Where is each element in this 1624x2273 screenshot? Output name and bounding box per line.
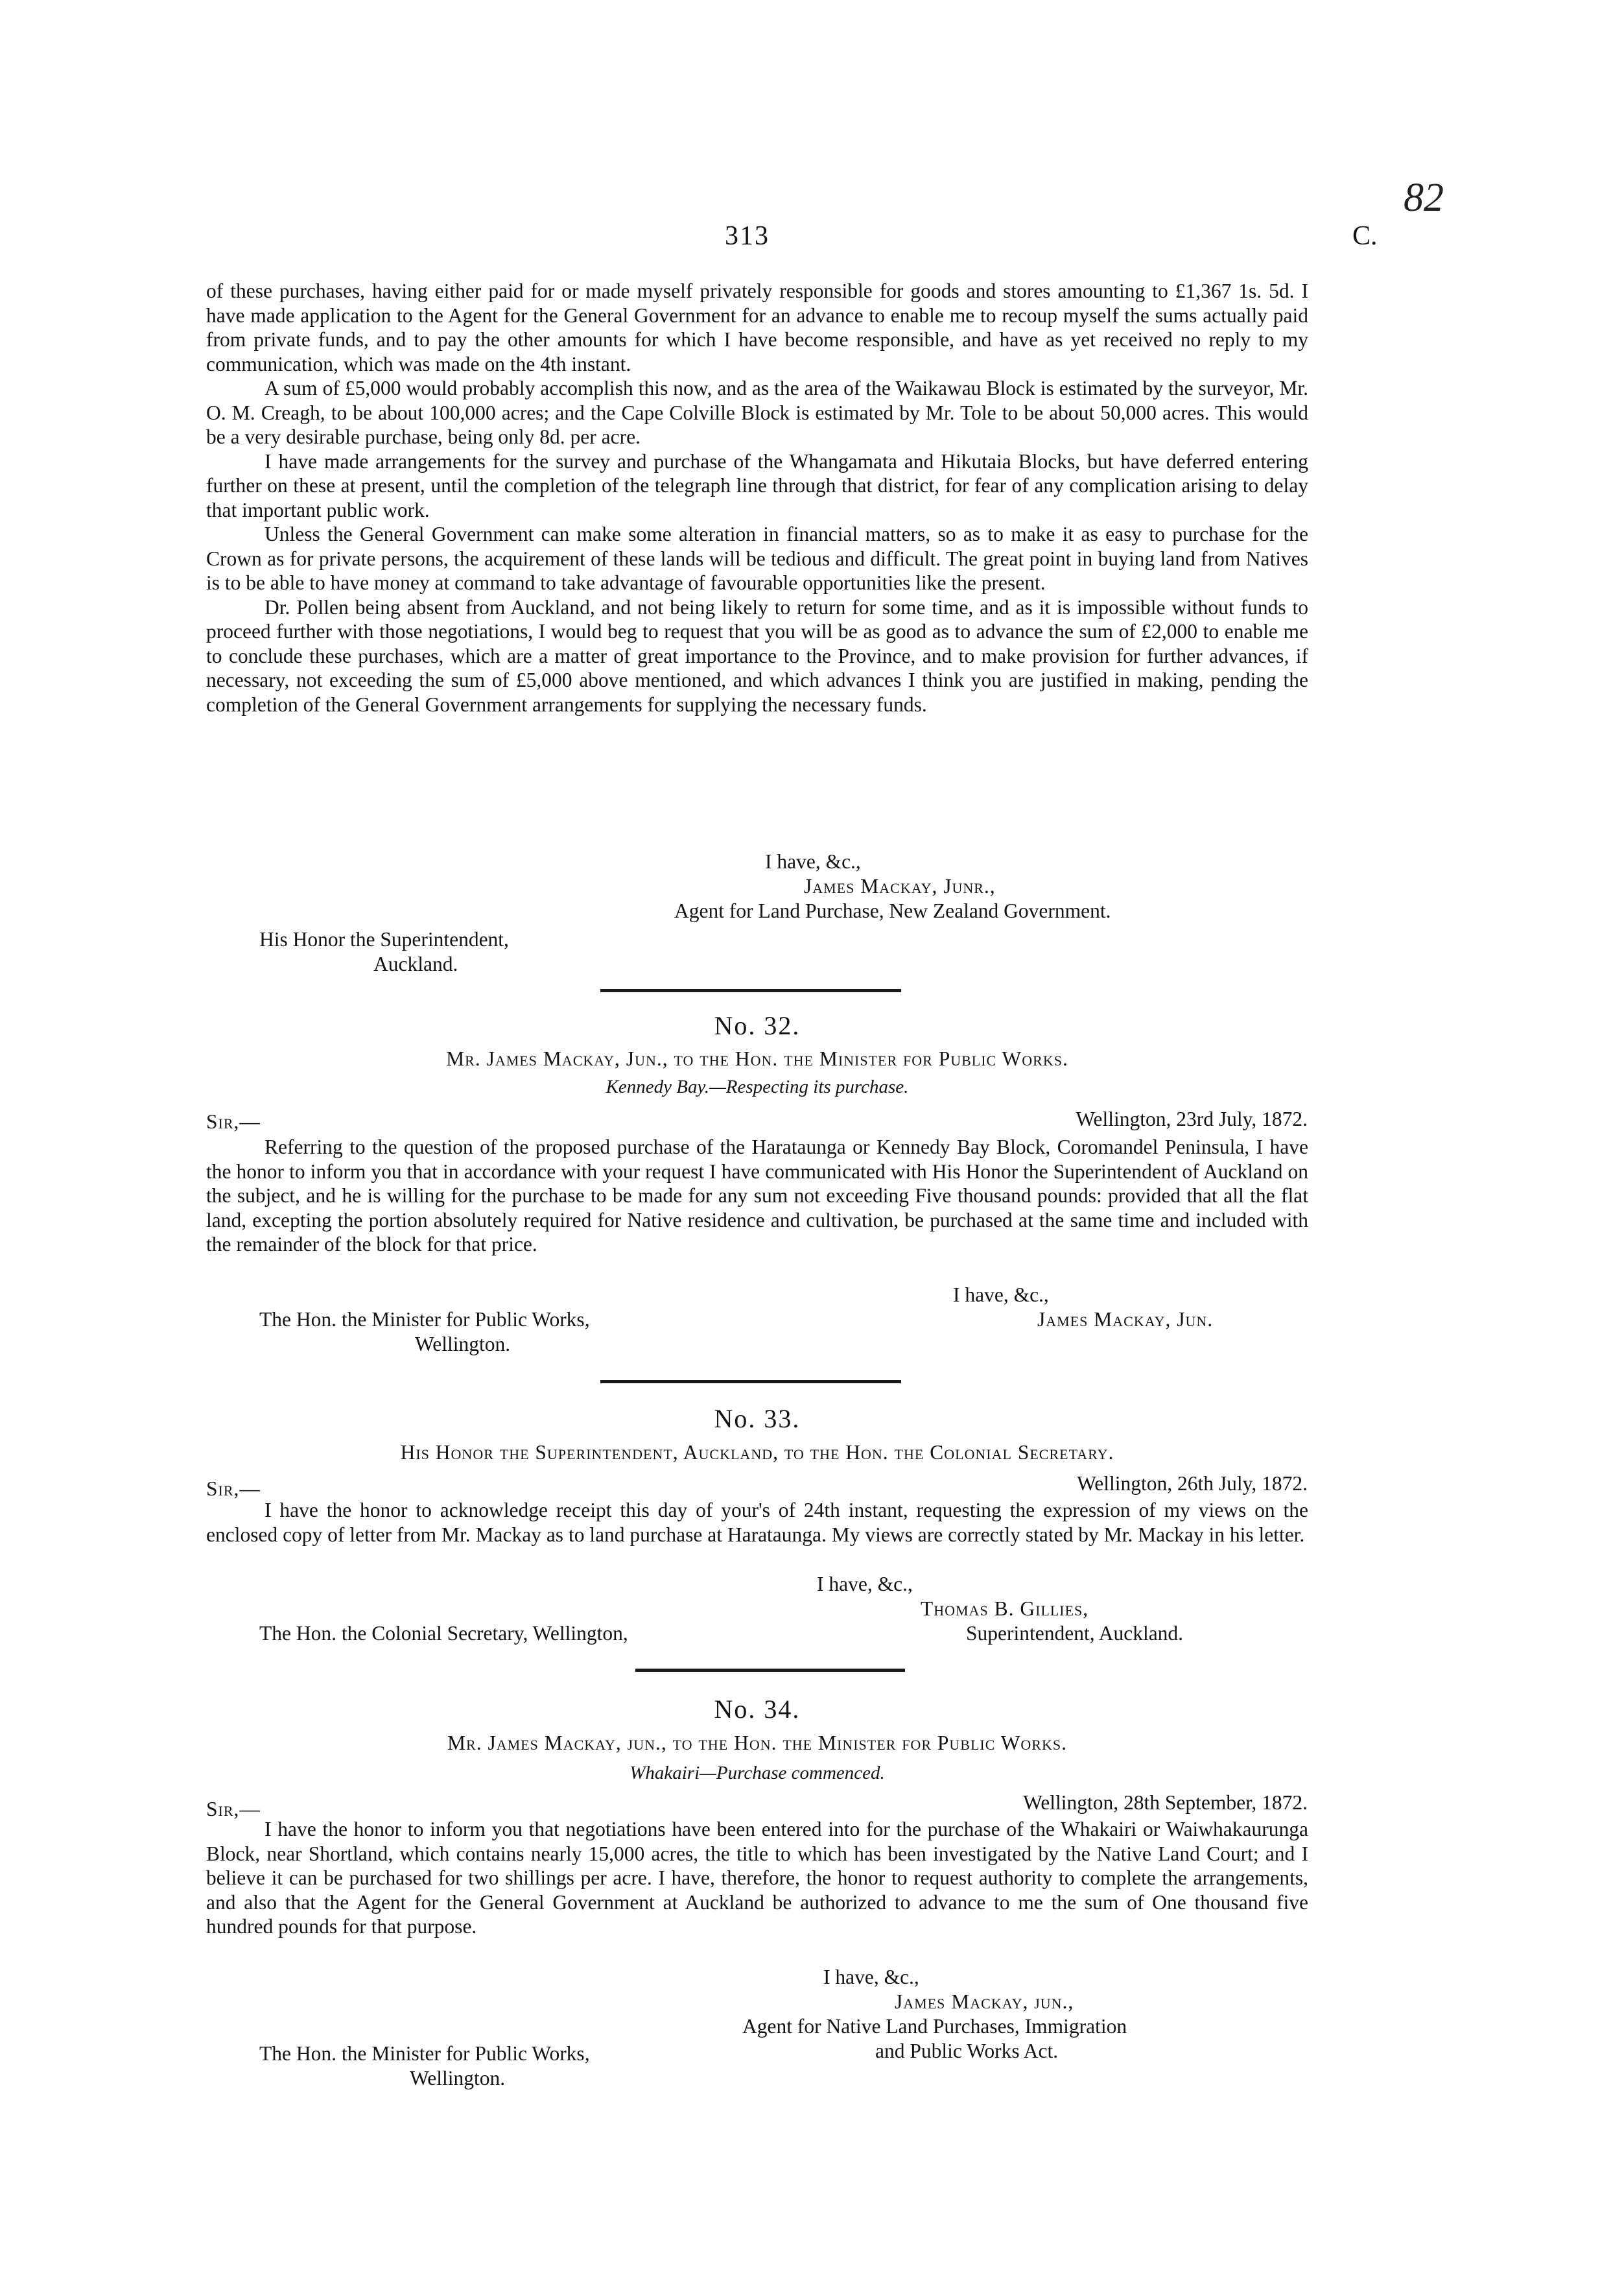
letter-body — [206, 1135, 1308, 1257]
closing: I have, &c., — [765, 850, 861, 873]
section-divider — [600, 989, 901, 992]
letter-subtitle: Mr. James Mackay, jun., to the Hon. the Minister for Public Works. — [447, 1732, 1067, 1754]
paragraph: of these purchases, having either paid for or made myself privately responsible for goods and stores amounting to £1,367 1s. 5d. I have made application to the Agent for the General Government for an advance to enable me to recoup myself the sums actually paid from private funds, and to pay the other amounts for which I have become responsible, and have as yet received no reply to my communication, which was made on the 4th instant. — [206, 280, 1308, 375]
salutation: Sir,— — [206, 1798, 261, 1820]
paragraph: I have made arrangements for the survey and purchase of the Whangamata and Hikutaia Blocks, but have deferred entering further on these at present, until the completion of the telegraph line through that district, for fear of any complication arising to delay that important public work. — [206, 449, 1308, 521]
signatory-title: Agent for Land Purchase, New Zealand Government. — [674, 899, 1111, 922]
section-divider — [635, 1669, 905, 1672]
signatory: Thomas B. Gillies, — [921, 1597, 1089, 1620]
salutation: Sir,— — [206, 1110, 261, 1133]
closing: I have, &c., — [823, 1966, 919, 1988]
letter-number: No. 33. — [714, 1404, 801, 1433]
salutation: Sir,— — [206, 1477, 261, 1500]
letter-topic: Whakairi—Purchase commenced. — [630, 1763, 885, 1783]
addressee: His Honor the Superintendent, — [259, 928, 509, 951]
signatory-title: Agent for Native Land Purchases, Immigration — [742, 2015, 1127, 2038]
letter-topic: Kennedy Bay.—Respecting its purchase. — [606, 1077, 909, 1097]
signatory-title: Superintendent, Auckland. — [966, 1622, 1184, 1645]
paragraph: Referring to the question of the proposed purchase of the Harataunga or Kennedy Bay Block, Coromandel Peninsula, I have the honor to inform you that in accordance with your request I have communicated with His Honor the Superintendent of Auckland on the subject, and he is willing for the purchase to be made for any sum not exceeding Five thousand pounds: provided that all the flat land, excepting the portion absolutely required for Native residence and cultivation, be purchased at the same time and included with the remainder of the block for that price. — [206, 1136, 1308, 1256]
letter-body — [206, 1498, 1308, 1547]
addressee-place: Auckland. — [373, 953, 458, 975]
signatory-title: and Public Works Act. — [875, 2040, 1059, 2062]
paragraph: A sum of £5,000 would probably accomplish this now, and as the area of the Waikawau Block is estimated by the surveyor, Mr. O. M. Creagh, to be about 100,000 acres; and the Cape Colville Block is estimated by Mr. Tole to be about 50,000 acres. This would be a very desirable purchase, being only 8d. per acre. — [206, 377, 1308, 448]
letter-date: Wellington, 28th September, 1872. — [1023, 1791, 1308, 1814]
paragraph: I have the honor to inform you that negotiations have been entered into for the purchase of the Whakairi or Waiwhakaurunga Block, near Shortland, which contains nearly 15,000 acres, the title to which has been investigated by the Native Land Court; and I believe it can be purchased for two shillings per acre. I have, therefore, the honor to request authority to complete the arrangements, and also that the Agent for the General Government at Auckland be authorized to advance to me the sum of One thousand five hundred pounds for that purpose. — [206, 1818, 1308, 1938]
letter-body — [206, 1817, 1308, 1939]
paragraph: I have the honor to acknowledge receipt this day of your's of 24th instant, requesting the expression of my views on the enclosed copy of letter from Mr. Mackay as to land purchase at Harataunga. My views are correctly stated by Mr. Mackay in his letter. — [206, 1499, 1308, 1546]
section-code: C. — [1352, 221, 1378, 251]
letter-number: No. 32. — [714, 1011, 801, 1040]
paragraph: Dr. Pollen being absent from Auckland, and not being likely to return for some time, and as it is impossible without funds to proceed further with those negotiations, I would beg to request that you will be as good as to advance the sum of £2,000 to enable me to conclude these purchases, which are a matter of great importance to the Province, and to make provision for further advances, if necessary, not exceeding the sum of £5,000 above mentioned, and which advances I think you are justified in making, pending the completion of the General Government arrangements for supplying the necessary funds. — [206, 595, 1308, 716]
paragraph: Unless the General Government can make some alteration in financial matters, so as to make it as easy to purchase for the Crown as for private persons, the acquirement of these lands will be tedious and difficult. The great point in buying land from Natives is to be able to have money at command to take advantage of favourable opportunities like the present. — [206, 523, 1308, 594]
signatory: James Mackay, Jun. — [1037, 1308, 1214, 1331]
closing: I have, &c., — [953, 1283, 1049, 1306]
letter-date: Wellington, 23rd July, 1872. — [1076, 1108, 1308, 1130]
continuation-text — [206, 279, 1308, 717]
letter-number: No. 34. — [714, 1695, 801, 1724]
letter-subtitle: His Honor the Superintendent, Auckland, to the Hon. the Colonial Secretary. — [400, 1441, 1114, 1464]
letter-subtitle: Mr. James Mackay, Jun., to the Hon. the Minister for Public Works. — [446, 1047, 1068, 1070]
addressee: The Hon. the Minister for Public Works, — [259, 1308, 590, 1331]
signatory: James Mackay, jun., — [895, 1990, 1074, 2013]
signatory: James Mackay, Junr., — [804, 875, 996, 898]
addressee: The Hon. the Minister for Public Works, — [259, 2042, 590, 2065]
addressee: The Hon. the Colonial Secretary, Wellington, — [259, 1622, 628, 1645]
folio-number: 82 — [1404, 176, 1444, 220]
page-number: 313 — [725, 221, 770, 251]
closing: I have, &c., — [817, 1573, 913, 1595]
addressee-place: Wellington. — [415, 1333, 511, 1355]
letter-date: Wellington, 26th July, 1872. — [1077, 1472, 1308, 1495]
addressee-place: Wellington. — [410, 2067, 506, 2089]
section-divider — [600, 1380, 901, 1383]
